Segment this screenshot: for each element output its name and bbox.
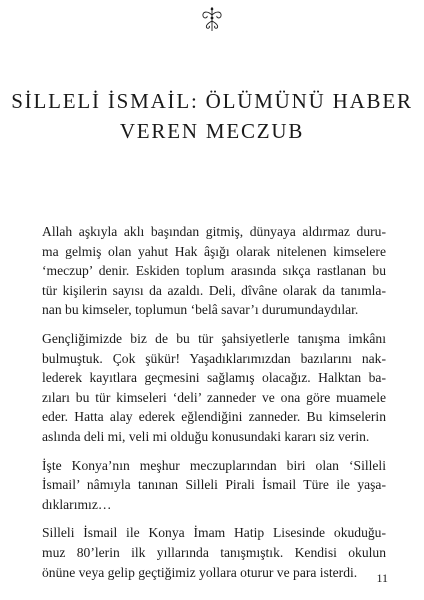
text-line: tür kişilerin sayısı da azaldı. Deli, dîvâne olarak da tanımla- [42,282,386,298]
text-line: Allah aşkıyla aklı başından gitmiş, dünyaya aldırmaz duru- [42,224,386,239]
text-line: nan bu kimseler, toplumun ‘belâ savar’ı durumundaydılar. [42,302,359,318]
text-line: eder. Hatta alay ederek eğlendiğini zanneder. Bu kimselerin [42,409,386,425]
text-line: önüne veya gelip geçtiğimiz yollara oturur ve para isterdi. [42,564,358,580]
text-line: zıları bu tür kimseleri ‘deli’ zanneder ve ona göre muamele [42,389,386,405]
chapter-title-line-2: VEREN MECZUB [119,119,305,143]
text-line: İşte Konya’nın meşhur meczuplarından biri olan ‘Silleli [42,457,386,473]
body-text [42,222,386,591]
text-line: lederek kayıtlara geçmesini sağlamış olacağız. Halktan ba- [42,370,386,386]
paragraph-1 [42,222,386,320]
text-line: aslında deli mi, veli mi olduğu konusundaki kararı siz verin. [42,428,370,444]
text-line: bulmuştuk. Çok şükür! Yaşadıklarımızdan bazılarını nak- [42,350,386,366]
paragraph-4 [42,523,386,582]
text-line: ma gelmiş olan yahut Hak âşığı olarak nitelenen kimselere [42,243,386,259]
text-line: muz 80’lerin ilk yıllarında tanışmıştık. Kendisi okulun [42,544,386,560]
text-line: ‘meczup’ denir. Eskiden toplum arasında sıkça rastlanan bu [42,263,386,279]
chapter-title [0,86,424,146]
text-line: Silleli İsmail ile Konya İmam Hatip Lisesinde okuduğu- [42,525,386,541]
text-line: dıklarımız… [42,496,112,512]
text-line: Gençliğimizde biz de bu tür şahsiyetlerle tanışma imkânı [42,330,386,346]
chapter-title-line-1: SİLLELİ İSMAİL: ÖLÜMÜNÜ HABER [11,89,413,113]
page-number: 11 [376,571,388,585]
paragraph-2 [42,329,386,447]
text-line: İsmail’ nâmıyla tanınan Silleli Pirali İsmail Türe ile yaşa- [42,477,386,493]
paragraph-3 [42,456,386,515]
fleuron-ornament-icon [198,6,226,32]
